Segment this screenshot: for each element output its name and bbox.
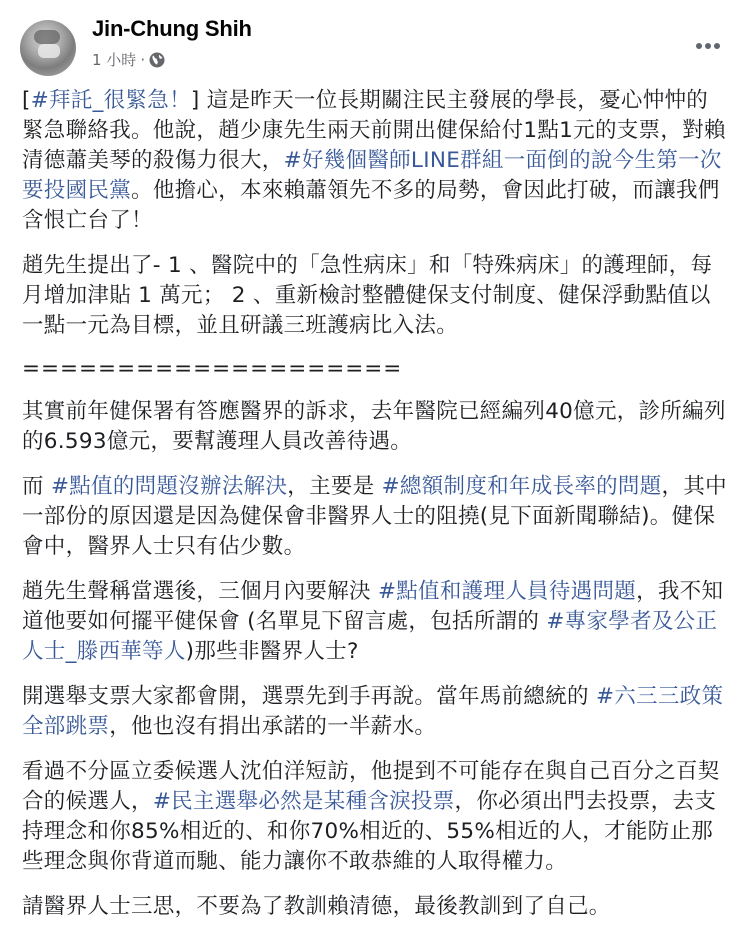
post-paragraph	[22, 577, 728, 667]
paragraph-text: 趙先生聲稱當選後，三個月內要解決	[22, 579, 378, 604]
paragraph-text: 。他擔心，本來賴蕭領先不多的局勢，會因此打破，而讓我們含恨亡台了！	[22, 178, 720, 233]
paragraph-text: )那些非醫界人士?	[185, 639, 359, 664]
paragraph-text: [	[22, 88, 31, 113]
hashtag-link[interactable]: #點值和護理人員待遇問題	[377, 579, 637, 604]
post-body	[22, 86, 728, 937]
hashtag-link[interactable]: #拜託_很緊急！	[30, 88, 191, 113]
paragraph-text: 請醫界人士三思，不要為了教訓賴清德，最後教訓到了自己。	[22, 894, 611, 919]
paragraph-text: 其實前年健保署有答應醫界的訴求，去年醫院已經編列40億元，診所編列的6.593億元，要幫護理人員改善待遇。	[22, 399, 726, 454]
hashtag-link[interactable]: #六三三政策全部跳票	[22, 684, 724, 739]
hashtag-link[interactable]: #總額制度和年成長率的問題	[381, 474, 662, 499]
post-meta	[92, 49, 165, 70]
paragraph-text: 趙先生提出了- 1 、醫院中的「急性病床」和「特殊病床」的護理師，每月增加津貼 1 萬元； 2 、重新檢討整體健保支付制度、健保浮動點值以一點一元為目標，並且研議三班護病比入法。	[22, 253, 713, 338]
post-paragraph	[22, 86, 728, 236]
hashtag-link[interactable]: #點值的問題沒辦法解決	[50, 474, 288, 499]
post-paragraph	[22, 251, 728, 341]
post-paragraph	[22, 472, 728, 562]
paragraph-text: 看過不分區立委候選人沈伯洋短訪，他提到不可能存在與自己百分之百契合的候選人，	[22, 759, 720, 814]
hashtag-link[interactable]: #民主選舉必然是某種含淚投票	[152, 789, 455, 814]
post-timestamp[interactable]: 1 小時	[92, 51, 137, 69]
hashtag-link[interactable]: #好幾個醫師LINE群組一面倒的說今生第一次要投國民黨	[22, 148, 722, 203]
paragraph-text: ，他也沒有捐出承諾的一半薪水。	[109, 714, 437, 739]
post-paragraph	[22, 682, 728, 742]
hashtag-link[interactable]: #專家學者及公正人士_滕西華等人	[22, 609, 718, 664]
globe-icon[interactable]	[149, 52, 165, 68]
author-name[interactable]: Jin-Chung Shih	[92, 16, 252, 41]
paragraph-text: ，你必須出門去投票，去支持理念和你85%相近的、和你70%相近的、55%相近的人，才能防止那些理念與你背道而馳、能力讓你不敢恭維的人取得權力。	[22, 789, 717, 874]
paragraph-text: 開選舉支票大家都會開，選票先到手再說。當年馬前總統的	[22, 684, 596, 709]
post-paragraph	[22, 757, 728, 877]
paragraph-text: ，主要是	[287, 474, 382, 499]
paragraph-text: 而	[22, 474, 51, 499]
post-paragraph	[22, 397, 728, 457]
post-header	[0, 0, 750, 80]
paragraph-text: ，其中一部份的原因還是因為健保會非醫界人士的阻撓(見下面新聞聯結)。健保會中，醫界人士只有佔少數。	[22, 474, 727, 559]
meta-separator: ·	[140, 50, 146, 69]
more-options-icon[interactable]	[688, 34, 728, 58]
separator-line: ====================	[22, 356, 403, 381]
post-paragraph	[22, 892, 728, 922]
paragraph-text: ] 這是昨天一位長期關注民主發展的學長，憂心忡忡的緊急聯絡我。他說，趙少康先生兩天前開出健保給付1點1元的支票，對賴清德蕭美琴的殺傷力很大，	[22, 88, 726, 173]
paragraph-text: ，我不知道他要如何擺平健保會 (名單見下留言處，包括所謂的	[22, 579, 724, 634]
author-avatar[interactable]	[20, 20, 76, 76]
